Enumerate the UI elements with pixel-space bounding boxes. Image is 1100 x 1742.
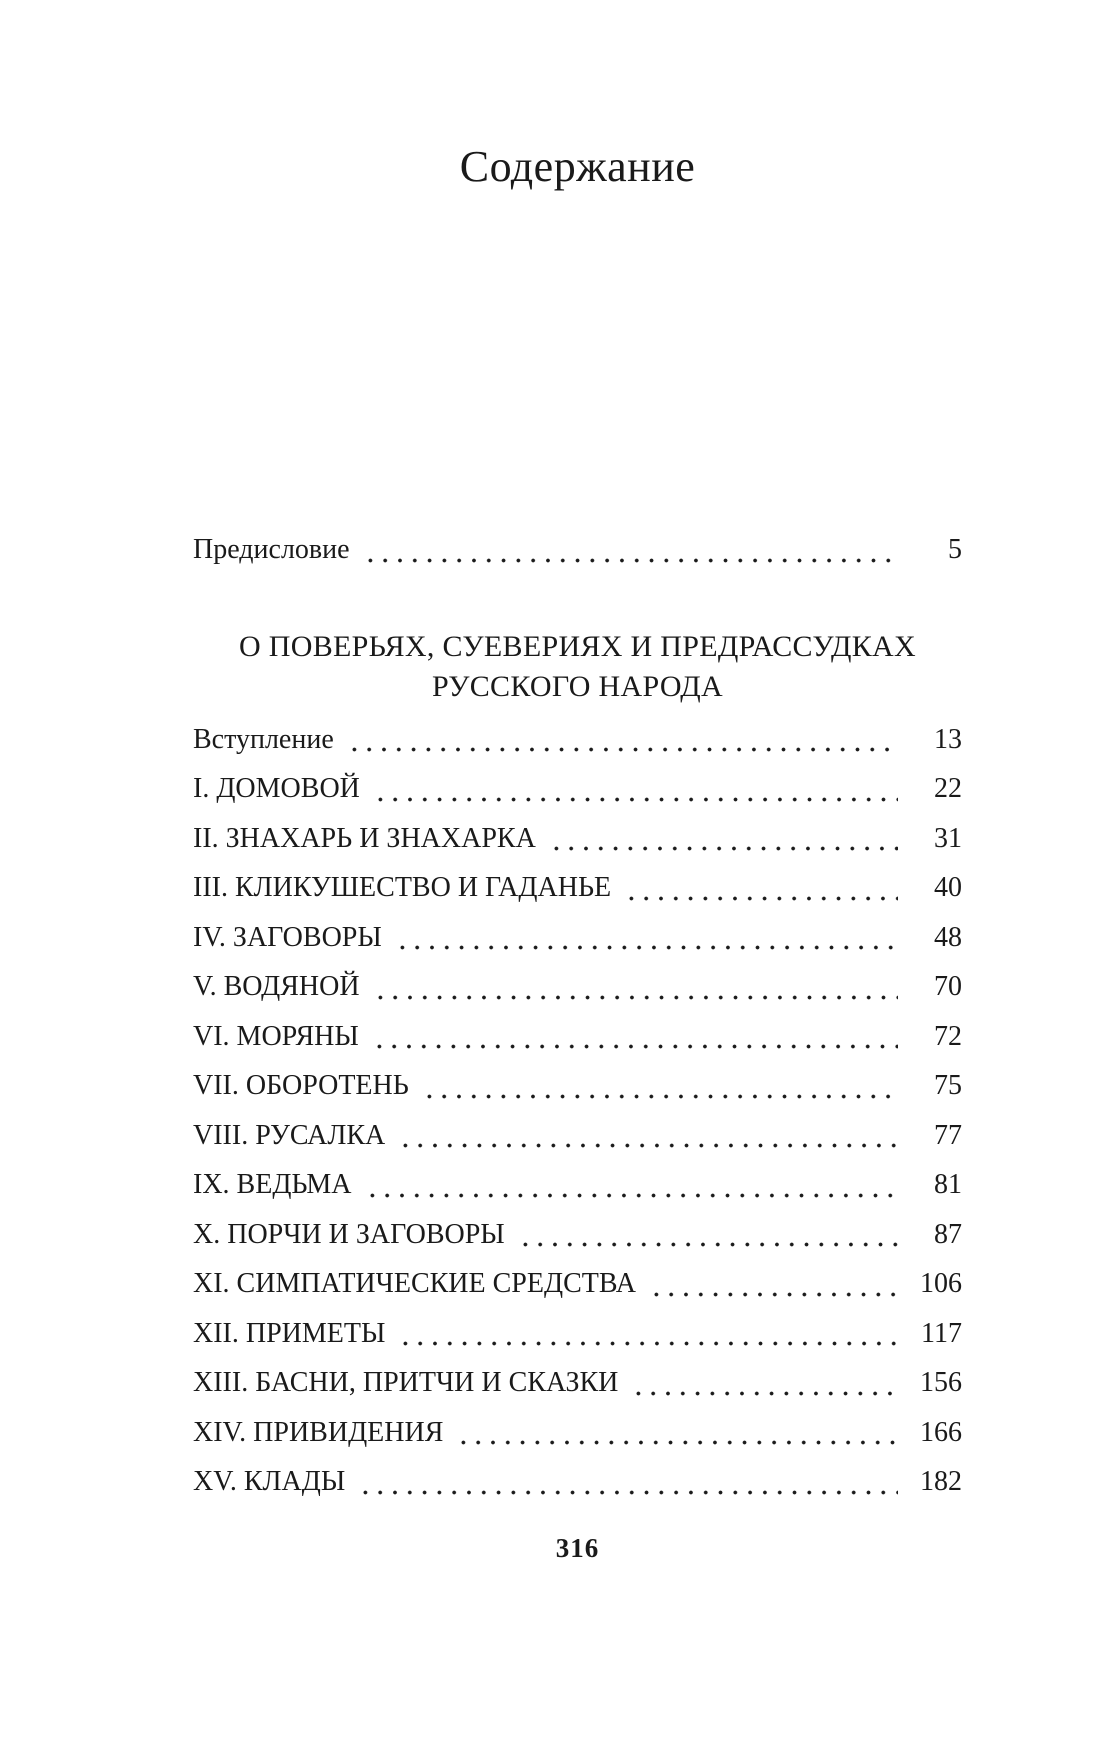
dot-leader bbox=[454, 1408, 898, 1458]
dot-leader bbox=[356, 1457, 898, 1507]
toc-entry-label: V. ВОДЯНОЙ bbox=[193, 971, 360, 1002]
section-title-line2: РУССКОГО НАРОДА bbox=[431, 669, 724, 703]
toc-row bbox=[193, 715, 962, 765]
dot-leader bbox=[345, 715, 898, 765]
toc-row bbox=[193, 863, 962, 913]
toc-entry-label: XV. КЛАДЫ bbox=[193, 1466, 346, 1497]
dot-leader bbox=[371, 962, 898, 1012]
dot-leader bbox=[396, 1309, 898, 1359]
dot-leader bbox=[629, 1358, 898, 1408]
toc-row bbox=[193, 962, 962, 1012]
section-title bbox=[193, 627, 962, 707]
toc-entry-label: IX. ВЕДЬМА bbox=[193, 1169, 352, 1200]
toc-entry-page: 81 bbox=[934, 1169, 962, 1200]
toc-row bbox=[193, 1457, 962, 1507]
toc-entry-label: X. ПОРЧИ И ЗАГОВОРЫ bbox=[193, 1218, 505, 1250]
toc-entry-page: 5 bbox=[948, 534, 962, 565]
toc-entry-label: Предисловие bbox=[193, 534, 350, 565]
dot-leader bbox=[371, 764, 898, 814]
folio-page-number: 316 bbox=[555, 1532, 600, 1563]
toc-entry-page: 48 bbox=[934, 921, 962, 953]
toc-entry-label: I. ДОМОВОЙ bbox=[193, 773, 360, 804]
toc-row bbox=[193, 913, 962, 963]
toc-entry-label: VIII. РУСАЛКА bbox=[193, 1119, 386, 1151]
toc-entry-page: 22 bbox=[934, 773, 962, 804]
toc-entry-page: 70 bbox=[934, 971, 962, 1002]
toc-row bbox=[193, 1160, 962, 1210]
toc-entry-page: 182 bbox=[920, 1466, 962, 1497]
dot-leader bbox=[547, 814, 898, 864]
toc-entry-label: IV. ЗАГОВОРЫ bbox=[193, 921, 382, 953]
dot-leader bbox=[396, 1111, 898, 1161]
toc-row bbox=[193, 1309, 962, 1359]
toc-entry-label: XI. СИМПАТИЧЕСКИЕ СРЕДСТВА bbox=[193, 1268, 636, 1299]
toc-entry-page: 166 bbox=[920, 1416, 962, 1448]
toc-entry-page: 31 bbox=[934, 822, 962, 854]
toc-entry-page: 156 bbox=[920, 1367, 962, 1398]
toc-entry-page: 13 bbox=[934, 723, 962, 755]
dot-leader bbox=[363, 1160, 899, 1210]
toc-row bbox=[193, 764, 962, 814]
toc-entry-label: VI. МОРЯНЫ bbox=[193, 1020, 359, 1052]
toc-content bbox=[193, 0, 962, 1563]
toc-entry-label: XII. ПРИМЕТЫ bbox=[193, 1317, 386, 1349]
dot-leader bbox=[420, 1061, 898, 1111]
toc-row bbox=[193, 1358, 962, 1408]
page-title: Содержание bbox=[459, 142, 696, 191]
toc-list bbox=[193, 715, 962, 1507]
dot-leader bbox=[370, 1012, 898, 1062]
toc-row bbox=[193, 1111, 962, 1161]
toc-entry-label: VII. ОБОРОТЕНЬ bbox=[193, 1070, 409, 1101]
dot-leader bbox=[516, 1210, 898, 1260]
toc-entry-page: 87 bbox=[934, 1218, 962, 1250]
toc-row bbox=[193, 1210, 962, 1260]
dot-leader bbox=[393, 913, 898, 963]
dot-leader bbox=[361, 525, 898, 575]
toc-row bbox=[193, 1061, 962, 1111]
toc-entry-page: 40 bbox=[934, 872, 962, 903]
toc-entry-label: II. ЗНАХАРЬ И ЗНАХАРКА bbox=[193, 822, 536, 854]
toc-row bbox=[193, 1408, 962, 1458]
toc-entry-page: 117 bbox=[921, 1317, 962, 1349]
toc-entry-label: XIV. ПРИВИДЕНИЯ bbox=[193, 1416, 444, 1448]
toc-entry-page: 77 bbox=[934, 1119, 962, 1151]
toc-row bbox=[193, 1259, 962, 1309]
toc-row-preface bbox=[193, 525, 962, 575]
toc-entry-page: 75 bbox=[934, 1070, 962, 1101]
toc-entry-label: XIII. БАСНИ, ПРИТЧИ И СКАЗКИ bbox=[193, 1367, 619, 1398]
toc-entry-label: Вступление bbox=[193, 723, 334, 755]
dot-leader bbox=[647, 1259, 898, 1309]
toc-entry-page: 106 bbox=[920, 1268, 962, 1299]
toc-row bbox=[193, 814, 962, 864]
toc-entry-page: 72 bbox=[934, 1020, 962, 1052]
toc-row bbox=[193, 1012, 962, 1062]
section-title-line1: О ПОВЕРЬЯХ, СУЕВЕРИЯХ И ПРЕДРАССУДКАХ bbox=[239, 629, 916, 663]
dot-leader bbox=[622, 863, 898, 913]
toc-entry-label: III. КЛИКУШЕСТВО И ГАДАНЬЕ bbox=[193, 872, 612, 903]
